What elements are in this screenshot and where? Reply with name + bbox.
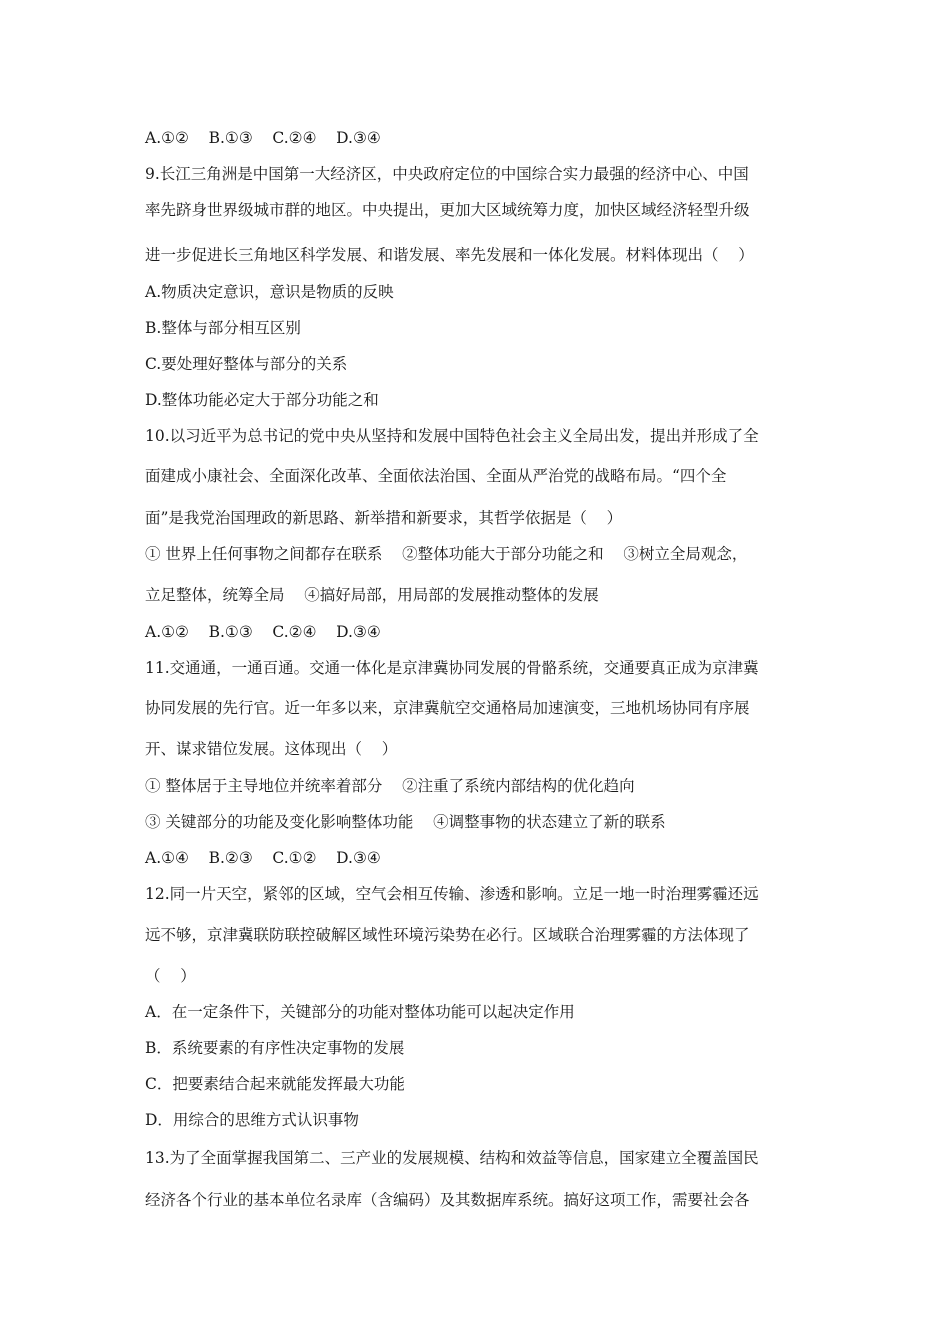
q10-stem-line-2: 面建成小康社会、全面深化改革、全面依法治国、全面从严治党的战略布局。“四个全 xyxy=(145,467,727,485)
q11-statements-line-2: ③ 关键部分的功能及变化影响整体功能 ④调整事物的状态建立了新的联系 xyxy=(145,813,666,831)
q12-option-c: C．把要素结合起来就能发挥最大功能 xyxy=(145,1075,405,1093)
q10-stem-line-1: 10.以习近平为总书记的党中央从坚持和发展中国特色社会主义全局出发，提出并形成了全 xyxy=(145,427,759,445)
q9-option-c: C.要处理好整体与部分的关系 xyxy=(145,355,348,373)
q10-statements-line-1: ① 世界上任何事物之间都存在联系 ②整体功能大于部分功能之和 ③树立全局观念， xyxy=(145,545,748,563)
q11-stem-line-3: 开、谋求错位发展。这体现出（ ） xyxy=(145,740,398,758)
q12-stem-line-2: 远不够，京津冀联防联控破解区域性环境污染势在必行。区域联合治理雾霾的方法体现了 xyxy=(145,926,750,944)
q11-stem-line-1: 11.交通通，一通百通。交通一体化是京津冀协同发展的骨骼系统，交通要真正成为京津冀 xyxy=(145,659,759,677)
q13-stem-line-1: 13.为了全面掌握我国第二、三产业的发展规模、结构和效益等信息，国家建立全覆盖国民 xyxy=(145,1149,759,1167)
q9-option-b: B.整体与部分相互区别 xyxy=(145,319,301,337)
q11-statements-line-1: ① 整体居于主导地位并统率着部分 ②注重了系统内部结构的优化趋向 xyxy=(145,777,635,795)
q9-option-a: A.物质决定意识，意识是物质的反映 xyxy=(145,283,394,301)
q10-stem-line-3: 面”是我党治国理政的新思路、新举措和新要求，其哲学依据是（ ） xyxy=(145,509,623,527)
q9-stem-line-2: 率先跻身世界级城市群的地区。中央提出，更加大区域统筹力度，加快区域经济轻型升级 xyxy=(145,201,750,219)
q12-option-b: B．系统要素的有序性决定事物的发展 xyxy=(145,1039,405,1057)
q8-options: A.①② B.①③ C.②④ D.③④ xyxy=(145,129,381,147)
q12-option-a: A．在一定条件下，关键部分的功能对整体功能可以起决定作用 xyxy=(145,1003,575,1021)
q9-option-d: D.整体功能必定大于部分功能之和 xyxy=(145,391,379,409)
q12-stem-line-3: （ ） xyxy=(145,967,196,985)
q10-statements-line-2: 立足整体，统筹全局 ④搞好局部，用局部的发展推动整体的发展 xyxy=(145,586,599,604)
q10-options: A.①② B.①③ C.②④ D.③④ xyxy=(145,623,381,641)
q11-options: A.①④ B.②③ C.①② D.③④ xyxy=(145,849,381,867)
q12-stem-line-1: 12.同一片天空，紧邻的区域，空气会相互传输、渗透和影响。立足一地一时治理雾霾还远 xyxy=(145,885,759,903)
q9-stem-line-3: 进一步促进长三角地区科学发展、和谐发展、率先发展和一体化发展。材料体现出（ ） xyxy=(145,246,754,264)
q11-stem-line-2: 协同发展的先行官。近一年多以来，京津冀航空交通格局加速演变，三地机场协同有序展 xyxy=(145,699,750,717)
q13-stem-line-2: 经济各个行业的基本单位名录库（含编码）及其数据库系统。搞好这项工作，需要社会各 xyxy=(145,1191,750,1209)
q12-option-d: D．用综合的思维方式认识事物 xyxy=(145,1111,359,1129)
q9-stem-line-1: 9.长江三角洲是中国第一大经济区，中央政府定位的中国综合实力最强的经济中心、中国 xyxy=(145,165,749,183)
